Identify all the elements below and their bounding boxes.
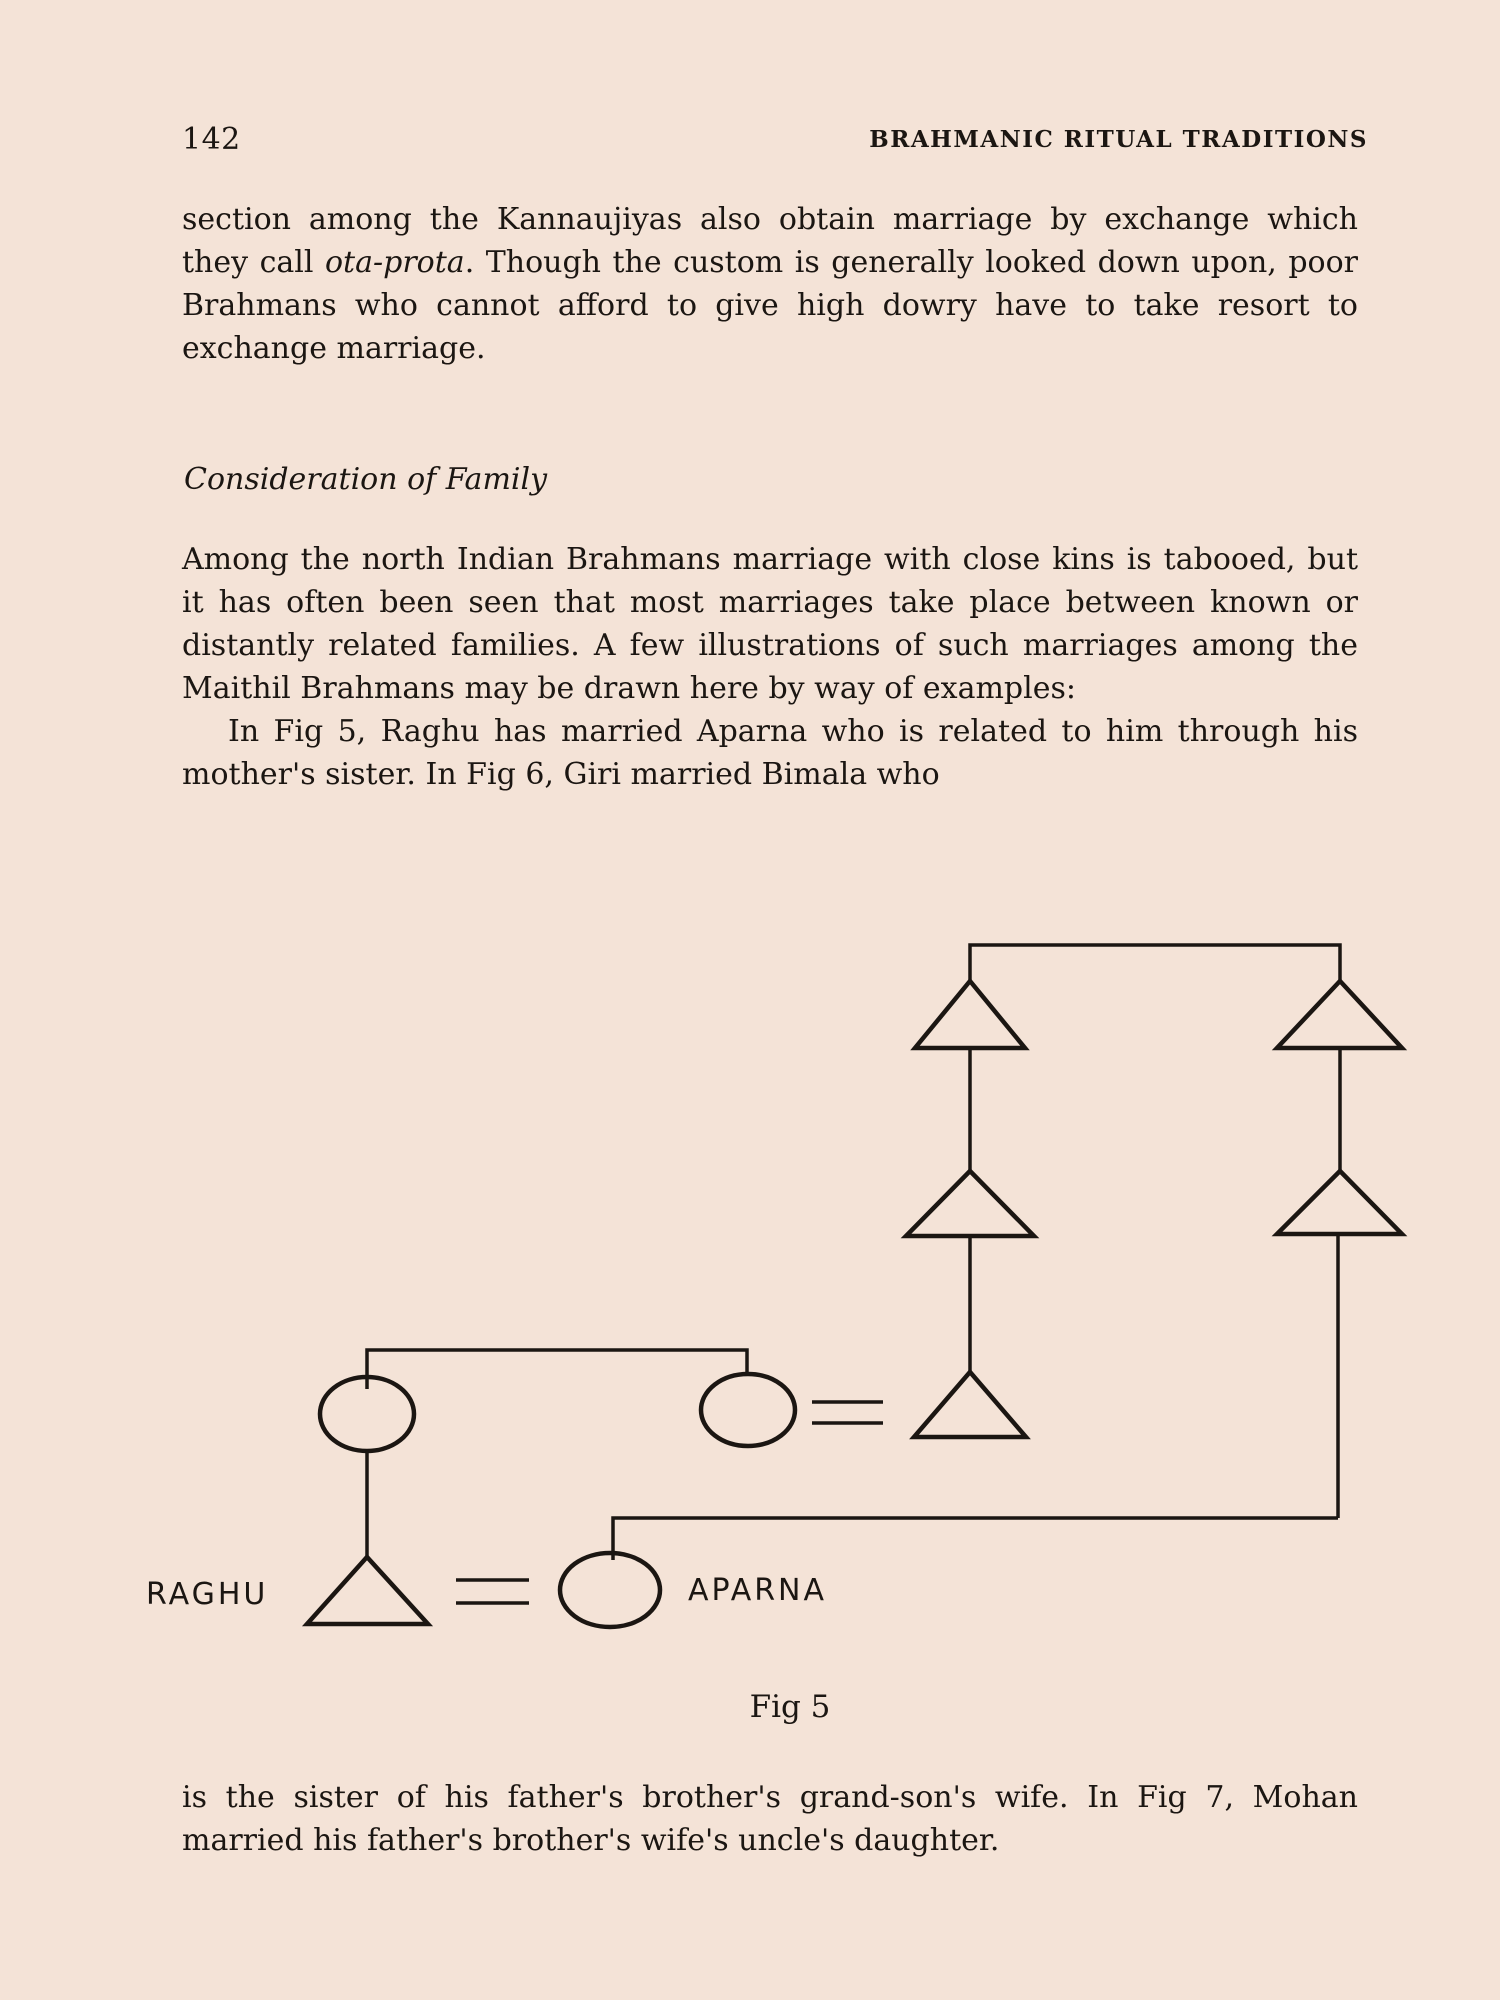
male-symbol: [1277, 981, 1402, 1048]
male-symbol: [1277, 1171, 1402, 1234]
section-heading: Consideration of Family: [184, 462, 548, 497]
page-number: 142: [182, 122, 241, 157]
paragraph-text: is the sister of his father's brother's grand-son's wife. In Fig 7, Mohan married his father's brother's wife's uncle's daughter.: [182, 1780, 1358, 1858]
male-symbol: [914, 1372, 1026, 1437]
label-aparna: APARNA: [688, 1573, 828, 1608]
italic-term: ota-prota: [325, 245, 465, 280]
paragraph-text: section among the Kannaujiyas also obtain marriage by exchange which they call: [182, 202, 1358, 280]
label-raghu: RAGHU: [146, 1577, 269, 1612]
paragraph-text: Among the north Indian Brahmans marriage with close kins is tabooed, but it has often been seen that most marriages take place between known or distantly related families. A few illustrations of such marriages among the Maithil Brahmans may be drawn here by way of examples:: [182, 542, 1358, 706]
female-symbol-mothers-sister: [701, 1374, 795, 1446]
female-symbol-aparna: [560, 1553, 660, 1627]
male-symbol-raghu: [307, 1557, 428, 1624]
paragraph-fig-continued: [182, 1776, 1358, 1862]
descent-line-aparna: [613, 1518, 1338, 1560]
paragraph-fig-intro: In Fig 5, Raghu has married Aparna who is related to him through his mother's sister. In Fig 6, Giri married Bimala who: [182, 714, 1358, 792]
sibling-connector-top: [970, 945, 1340, 981]
sibling-connector-sisters: [367, 1350, 747, 1389]
male-symbol: [915, 981, 1025, 1048]
male-symbol: [906, 1171, 1034, 1236]
running-head: BRAHMANIC RITUAL TRADITIONS: [869, 126, 1368, 153]
paragraph-text: . Though the custom is generally looked down upon, poor Brahmans who cannot afford to give high dowry have to take resort to exchange marriage.: [182, 245, 1358, 366]
figure-caption: Fig 5: [749, 1689, 831, 1725]
